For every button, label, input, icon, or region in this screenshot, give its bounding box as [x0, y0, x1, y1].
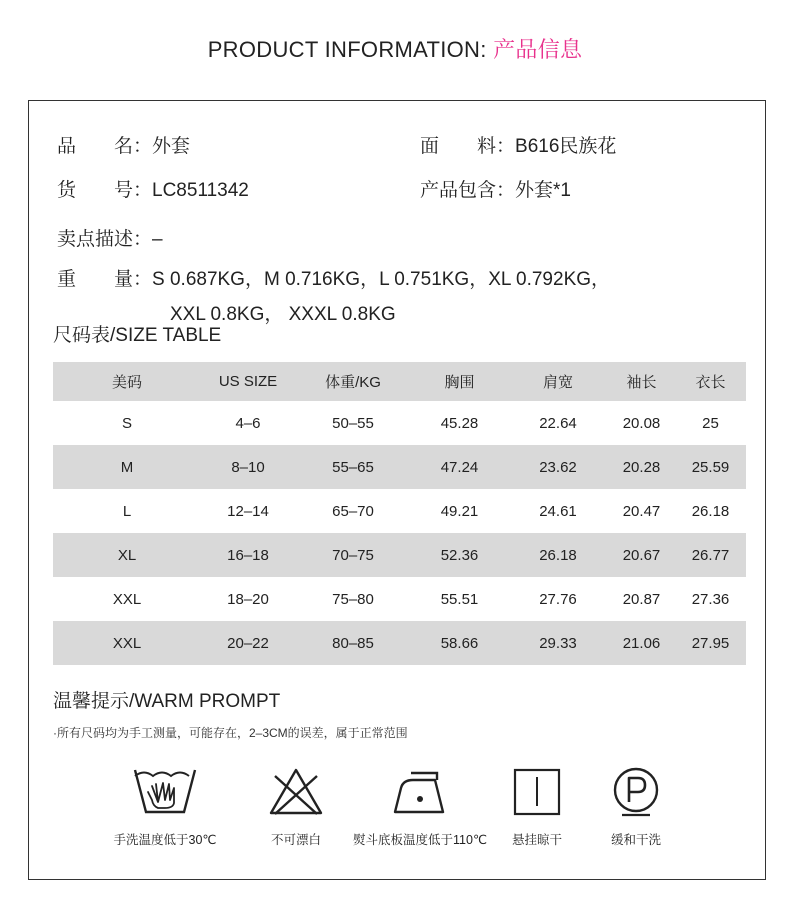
- table-cell: S: [121, 414, 132, 432]
- column-header: 袖长: [626, 374, 657, 391]
- no-bleach-icon: [268, 766, 324, 818]
- care-item-hand-wash: [95, 766, 235, 848]
- measurement-note: ·所有尺码均为手工测量，可能存在，2–3CM的误差，属于正常范围: [53, 726, 408, 740]
- care-caption: 悬挂晾干: [511, 833, 562, 847]
- table-cell: 65–70: [332, 502, 374, 520]
- care-caption: 熨斗底板温度低于110℃: [353, 833, 487, 847]
- table-cell: 26.18: [691, 502, 730, 520]
- table-row: [53, 489, 746, 533]
- table-cell: 8–10: [231, 458, 265, 476]
- iron-icon: [391, 766, 449, 818]
- weight-line-1: S 0.687KG，M 0.716KG，L 0.751KG，XL 0.792KG，: [152, 269, 611, 290]
- includes-label: 产品包含：: [420, 180, 516, 201]
- table-cell: 23.62: [539, 458, 577, 476]
- selling-point-label: 卖点描述：: [57, 229, 153, 250]
- table-row: [53, 445, 746, 489]
- column-header: 衣长: [695, 374, 726, 391]
- table-cell: 80–85: [332, 634, 374, 652]
- dry-clean-p-icon: [612, 766, 660, 818]
- product-code-row: [57, 175, 249, 202]
- product-code-label: 货 号：: [57, 180, 153, 201]
- table-cell: 20.28: [622, 458, 661, 476]
- table-cell: 27.36: [691, 590, 730, 608]
- care-item-hang-dry: [487, 766, 587, 848]
- product-name-value: 外套: [152, 136, 191, 157]
- fabric-row: [420, 131, 616, 158]
- product-name-label: 品 名：: [57, 136, 153, 157]
- table-cell: M: [120, 458, 134, 476]
- table-cell: 49.21: [440, 502, 479, 520]
- table-cell: 20.87: [622, 590, 661, 608]
- selling-point-value: –: [152, 229, 163, 250]
- header-title-en: PRODUCT INFORMATION:: [207, 37, 487, 62]
- size-table: [53, 362, 746, 665]
- care-item-no-bleach: [236, 766, 356, 848]
- table-cell: 70–75: [332, 546, 374, 564]
- fabric-value: B616民族花: [515, 136, 617, 157]
- column-header: 胸围: [444, 374, 475, 391]
- table-cell: 20.47: [622, 502, 661, 520]
- hand-wash-icon: [132, 766, 198, 818]
- table-cell: L: [122, 502, 132, 520]
- table-cell: 27.95: [691, 634, 730, 652]
- weight-row: [57, 264, 610, 291]
- table-cell: 25: [702, 414, 719, 432]
- size-table-title: 尺码表/SIZE TABLE: [53, 325, 222, 346]
- care-item-dry-clean: [586, 766, 686, 848]
- table-row: [53, 621, 746, 665]
- column-header: 体重/KG: [325, 374, 381, 391]
- table-cell: 75–80: [332, 590, 374, 608]
- table-cell: 20–22: [227, 634, 269, 652]
- includes-row: [420, 175, 571, 202]
- table-cell: 22.64: [539, 414, 577, 432]
- table-cell: 50–55: [332, 414, 374, 432]
- warm-prompt-title: 温馨提示/WARM PROMPT: [53, 691, 281, 712]
- table-cell: 26.18: [539, 546, 577, 564]
- table-cell: 24.61: [539, 502, 577, 520]
- table-cell: 18–20: [227, 590, 269, 608]
- table-cell: 58.66: [440, 634, 479, 652]
- care-caption: 缓和干洗: [610, 833, 661, 847]
- table-cell: 4–6: [235, 414, 261, 432]
- table-cell: XL: [117, 546, 137, 564]
- table-cell: 20.08: [622, 414, 661, 432]
- fabric-label: 面 料：: [420, 136, 516, 157]
- table-cell: 25.59: [691, 458, 730, 476]
- product-name-row: [57, 131, 190, 158]
- table-cell: 20.67: [622, 546, 661, 564]
- table-cell: 27.76: [539, 590, 577, 608]
- care-caption: 手洗温度低于30℃: [113, 833, 217, 847]
- table-cell: 55–65: [332, 458, 374, 476]
- care-caption: 不可漂白: [270, 833, 321, 847]
- table-row: [53, 401, 746, 445]
- hang-dry-icon: [513, 766, 561, 818]
- care-item-iron: [345, 766, 495, 848]
- table-cell: 55.51: [440, 590, 479, 608]
- page-header: [0, 33, 790, 64]
- column-header: US SIZE: [218, 373, 278, 390]
- column-header: 美码: [111, 374, 142, 391]
- includes-value: 外套*1: [515, 180, 571, 201]
- weight-label: 重 量：: [57, 269, 153, 290]
- table-cell: 52.36: [440, 546, 479, 564]
- selling-point-row: [57, 224, 163, 251]
- table-cell: 47.24: [440, 458, 479, 476]
- product-code-value: LC8511342: [152, 180, 249, 201]
- header-title-cn: 产品信息: [493, 37, 583, 62]
- table-row: [53, 577, 746, 621]
- table-cell: XXL: [112, 590, 142, 608]
- column-header: 肩宽: [542, 374, 573, 391]
- table-cell: 12–14: [227, 502, 269, 520]
- table-cell: 26.77: [691, 546, 730, 564]
- table-cell: 45.28: [440, 414, 479, 432]
- table-row: [53, 533, 746, 577]
- table-cell: 29.33: [539, 634, 577, 652]
- table-cell: 16–18: [227, 546, 269, 564]
- table-cell: 21.06: [622, 634, 661, 652]
- weight-line-2: XXL 0.8KG， XXXL 0.8KG: [170, 304, 396, 325]
- table-cell: XXL: [112, 634, 142, 652]
- size-table-header-row: [53, 362, 746, 401]
